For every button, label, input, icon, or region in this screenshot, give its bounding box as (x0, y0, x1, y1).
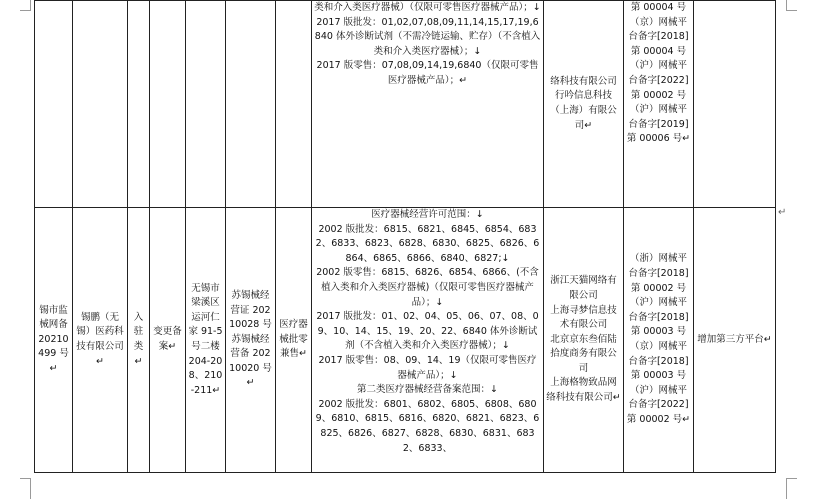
company-name-cell (73, 1, 128, 208)
crop-mark-bottom-left (20, 478, 31, 499)
change-type-cell (150, 1, 186, 208)
cell-line: 络科技有限公司 行吟信息科技（上海）有限公司↵ (550, 75, 627, 131)
cell-line: 2002 版批发：6815、6821、6845、6854、6832、6833、6823、6828、6830、6825、6826、6864、6865、6866、6840、6827;↓ (315, 223, 540, 264)
cell-line: 2017 版批发：01,02,07,08,09,11,14,15,17,19,6840 体外诊断试剂（不需冷链运输、贮存）（不含植入类和介入类医疗器械）；↓ (314, 16, 541, 57)
platform-name-cell (544, 1, 627, 208)
cell-line: 医疗器械批零兼售↵ (279, 319, 308, 360)
remark-cell (694, 208, 776, 473)
cell-line: 上海格物致品网络科技有限公司↵ (546, 377, 621, 404)
cell-line: 第二类医疗器械经营备案范围：↓ (357, 384, 498, 396)
cell-line: 上海寻梦信息技术有限公司 (550, 304, 617, 331)
crop-mark-bottom-right (786, 478, 797, 499)
address-cell (186, 1, 226, 208)
cell-line: 2017 版批发：01、02、04、05、06、07、08、09、10、14、15、19、20、22、6840 体外诊断试剂（不含植入类和介入类医疗器械）；↓ (316, 311, 539, 352)
change-type-cell (150, 208, 186, 473)
crop-mark-top-left (20, 0, 31, 11)
cell-line: （沪）网械平台备字[2022]第 00002 号↵ (626, 384, 691, 425)
cell-line: （京）网械平台备字[2018]第 00003 号 (628, 341, 689, 382)
cell-line: 第 00004 号 (630, 2, 687, 13)
cell-line: 2017 版零售：08、09、14、19（仅限可零售医疗器械产品）；↓ (318, 354, 537, 381)
business-type-cell (276, 208, 312, 473)
cell-line: 浙江天猫网络有限公司 (550, 275, 617, 301)
cell-line: （沪）网械平台备字[2018]第 00003 号 (628, 297, 689, 338)
platform-name-cell (544, 208, 624, 473)
cell-line: 医疗器械经营许可范围：↓ (371, 209, 484, 220)
table-row (35, 208, 776, 473)
cell-line: 变更备案↵ (153, 326, 182, 352)
cell-line: 2002 版批发：6801、6802、6805、6808、6809、6810、6815、6816、6820、6821、6823、6825、6826、6827、6828、6830、6831、6832、6833、 (315, 398, 540, 454)
license-number-cell (226, 1, 276, 208)
cell-line: 苏锡械经营证 20210028 号苏锡械经营备 20210020 号↵ (229, 289, 272, 389)
cell-line: 入驻类↵ (133, 311, 144, 367)
cell-line: 锡市监械网备 20210499 号↵ (38, 304, 69, 374)
cell-line: 北京京东叁佰陆拾度商务有限公司 (550, 333, 617, 374)
address-cell (186, 208, 226, 473)
cell-line: 无锡市梁溪区运河仁家 91-5 号二楼 204-208、210-211↵ (188, 282, 223, 396)
cell-line: 类和介入类医疗器械）（仅限可零售医疗器械产品）；↓ (314, 2, 541, 13)
remark-cell (694, 1, 776, 208)
platform-filing-cell (624, 1, 694, 208)
company-name-cell (73, 208, 128, 473)
registry-table (34, 0, 776, 473)
crop-mark-top-right (786, 0, 797, 11)
table-row (35, 1, 776, 208)
cell-line: 2002 版零售：6815、6826、6854、6866、(不含植入类和介入类医疗器械)（仅限可零售医疗器械产品）；↓ (316, 267, 539, 308)
business-scope-cell (312, 1, 544, 208)
entry-method-cell (128, 208, 150, 473)
filing-number-cell (35, 1, 73, 208)
business-type-cell (276, 1, 312, 208)
cell-line: （京）网械平台备字[2018]第 00004 号 (628, 16, 689, 57)
cell-line: 2017 版零售：07,08,09,14,19,6840（仅限可零售医疗器械产品）；↵ (316, 60, 539, 86)
platform-filing-cell (624, 208, 694, 473)
paragraph-mark: ↵ (778, 207, 787, 218)
cell-line: （沪）网械平台备字[2022]第 00002 号 (628, 60, 689, 101)
license-number-cell (226, 208, 276, 473)
entry-method-cell (128, 1, 150, 208)
business-scope-cell (312, 208, 544, 473)
cell-line: （沪）网械平台备字[2019]第 00006 号↵ (626, 104, 691, 145)
filing-number-cell (35, 208, 73, 473)
cell-line: 锡鹏（无锡）医药科技有限公司↵ (76, 311, 124, 367)
cell-line: 增加第三方平台↵ (697, 333, 772, 345)
cell-line: （浙）网械平台备字[2018]第 00002 号 (628, 253, 689, 294)
